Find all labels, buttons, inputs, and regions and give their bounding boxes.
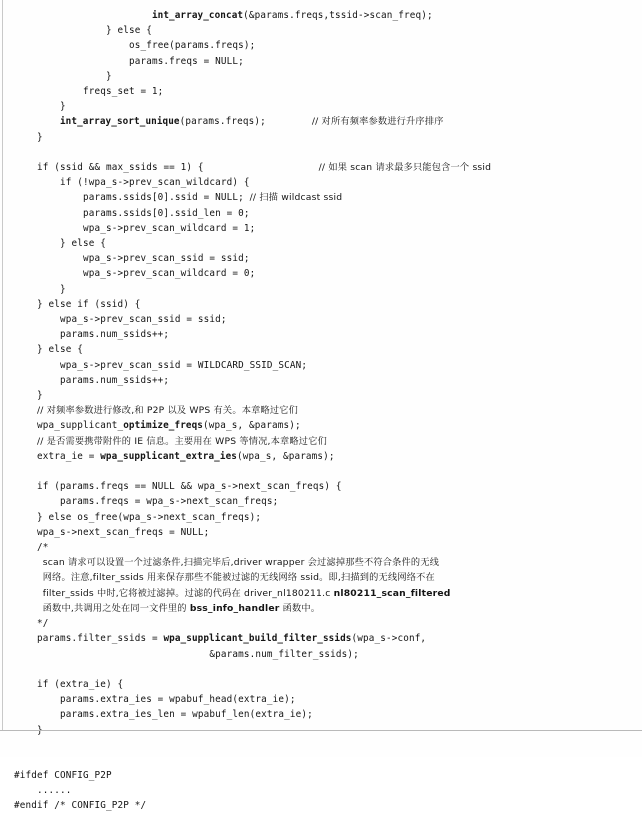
code-comment: 函数中。 [279,602,321,614]
code-comment: // 对所有频率参数进行升序排序 [311,116,444,128]
code-text: } [59,283,66,295]
code-text [266,116,312,127]
code-line [14,190,628,205]
code-line [14,418,628,433]
code-text: wpa_s->prev_scan_ssid = ssid; [59,314,227,326]
code-line [14,8,628,23]
code-indent [14,420,37,431]
code-indent [14,71,106,82]
code-line [14,130,628,145]
code-indent [14,162,37,173]
code-text: params.extra_ies_len = wpabuf_len(extra_ie); [59,709,313,721]
code-text: (wpa_s, &params); [202,420,301,432]
code-line [14,266,628,281]
code-indent [14,603,43,614]
code-indent [14,40,129,51]
code-text: extra_ie = [37,450,101,462]
code-text: params.num_ssids++; [59,374,170,386]
code-indent [14,694,60,705]
code-line [14,84,628,99]
code-line [14,403,628,418]
code-text: if (extra_ie) { [37,678,124,690]
code-line [14,327,628,342]
code-text: } [105,70,112,82]
code-comment: // 是否需要携带附件的 IE 信息。主要用在 WPS 等情况,本章略过它们 [37,435,327,447]
code-text: (params.freqs); [179,116,266,128]
code-text: ...... [37,785,72,797]
code-text: #endif /* CONFIG_P2P */ [14,800,147,812]
code-line [14,677,628,692]
code-indent [14,679,37,690]
code-indent [14,633,37,644]
code-text: wpa_s->prev_scan_ssid = ssid; [82,253,250,265]
code-indent [14,314,60,325]
code-indent [14,101,60,112]
code-indent [14,25,106,36]
code-text: } else { [105,25,152,37]
code-comment: // 如果 scan 请求最多只能包含一个 ssid [318,162,492,174]
code-indent [14,512,37,523]
code-line [14,69,628,84]
code-indent [14,56,129,67]
code-indent [14,375,60,386]
code-indent [14,10,152,21]
code-indent [14,208,83,219]
code-indent [14,481,37,492]
code-line [14,251,628,266]
code-text: */ [37,618,49,630]
code-line [14,342,628,357]
code-line [14,38,628,53]
code-line [14,525,628,540]
code-text: os_free(params.freqs); [128,40,256,52]
code-indent [14,177,60,188]
code-indent [14,709,60,720]
code-indent [14,527,37,538]
code-line [14,798,628,813]
code-line [14,236,628,251]
code-identifier: int_array_sort_unique [59,116,180,128]
code-text: params.freqs = wpa_s->next_scan_freqs; [59,496,279,508]
code-indent [14,572,43,583]
code-indent [14,785,37,796]
code-line [14,54,628,69]
code-indent [14,132,37,143]
code-line [14,373,628,388]
code-comment: scan 请求可以设置一个过滤条件,扫描完毕后,driver wrapper 会过滤掉那些不符合条件的无线 [42,557,440,569]
code-line [14,662,628,677]
code-line [14,510,628,525]
code-comment: // 扫描 wildcast ssid [249,192,343,204]
code-indent [14,329,60,340]
code-line [14,601,628,616]
code-text: } [37,131,43,143]
code-line [14,479,628,494]
code-comment: bss_info_handler [189,602,280,614]
code-text: if (!wpa_s->prev_scan_wildcard) { [59,177,250,189]
code-indent [14,451,37,462]
code-text: } else if (ssid) { [37,298,141,310]
code-line [14,768,628,783]
code-indent [14,557,43,568]
code-identifier: wpa_supplicant_build_filter_ssids [163,633,352,645]
code-indent [14,618,37,629]
code-indent [14,390,37,401]
code-text: &params.num_filter_ssids); [209,648,359,660]
code-indent [14,496,60,507]
code-line [14,23,628,38]
code-indent [14,116,60,127]
code-comment: 函数中,共调用之处在同一文件里的 [42,602,190,614]
code-indent [14,299,37,310]
code-text: if (ssid && max_ssids == 1) { [37,162,204,174]
code-line [14,206,628,221]
code-line [14,464,628,479]
code-indent [14,192,83,203]
code-indent [14,253,83,264]
page-left-rule [2,0,3,731]
code-text: wpa_s->prev_scan_wildcard = 0; [82,268,256,280]
code-line [14,738,628,753]
code-indent [14,284,60,295]
code-line [14,145,628,160]
code-line [14,221,628,236]
code-line [14,160,628,175]
code-text: params.filter_ssids = [37,633,164,645]
code-line [14,753,628,768]
code-text: #ifdef CONFIG_P2P [14,770,112,782]
code-text: (wpa_s, &params); [236,450,335,462]
code-comment: filter_ssids 中时,它将被过滤掉。过滤的代码在 driver_nl180211.c [42,587,334,599]
code-line [14,175,628,190]
code-line [14,282,628,297]
code-line [14,297,628,312]
code-text [204,162,319,173]
code-line [14,312,628,327]
code-text: /* [37,542,49,554]
code-line [14,631,628,646]
code-indent [14,405,37,416]
code-line [14,388,628,403]
code-text: wpa_s->next_scan_freqs = NULL; [37,526,210,538]
code-text: } [37,390,43,402]
code-indent [14,542,37,553]
code-text: params.ssids[0].ssid = NULL; [82,192,250,204]
code-identifier: int_array_concat [151,10,244,21]
code-comment: 网络。注意,filter_ssids 用来保存那些不能被过滤的无线网络 ssid。即,扫描到的无线网络不在 [42,572,435,584]
code-text: } [59,101,66,113]
code-line [14,99,628,114]
code-line [14,540,628,555]
code-text: } else { [59,238,106,250]
code-line [14,358,628,373]
code-line [14,616,628,631]
page-bottom-rule [0,730,642,731]
code-text: (&params.freqs,tssid->scan_freq); [243,10,433,21]
code-text: } else os_free(wpa_s->next_scan_freqs); [37,511,262,523]
code-text: } else { [37,344,83,356]
code-comment: nl80211_scan_filtered [333,587,451,599]
code-line [14,494,628,509]
code-indent [14,238,60,249]
code-identifier: optimize_freqs [123,420,203,432]
code-indent [14,649,209,660]
code-line [14,647,628,662]
code-indent [14,344,37,355]
code-text: params.freqs = NULL; [128,55,244,67]
code-identifier: wpa_supplicant_extra_ies [100,450,237,462]
code-line [14,586,628,601]
code-text: (wpa_s->conf, [351,633,427,645]
code-indent [14,436,37,447]
code-line [14,555,628,570]
code-line [14,434,628,449]
code-line [14,114,628,129]
code-indent [14,86,83,97]
code-text: } [37,724,43,736]
code-block [14,8,628,814]
code-line [14,707,628,722]
code-text: params.ssids[0].ssid_len = 0; [82,207,250,219]
code-indent [14,588,43,599]
code-comment: // 对频率参数进行修改,和 P2P 以及 WPS 有关。本章略过它们 [37,405,299,417]
code-text: freqs_set = 1; [82,86,164,98]
code-text: wpa_supplicant_ [37,420,124,432]
code-text: params.num_ssids++; [59,329,170,341]
code-line [14,692,628,707]
code-indent [14,360,60,371]
code-text: if (params.freqs == NULL && wpa_s->next_scan_freqs) { [37,481,342,493]
code-indent [14,268,83,279]
code-text: wpa_s->prev_scan_wildcard = 1; [82,222,256,234]
code-text: wpa_s->prev_scan_ssid = WILDCARD_SSID_SCAN; [59,359,308,371]
code-indent [14,223,83,234]
code-line [14,783,628,798]
code-text: params.extra_ies = wpabuf_head(extra_ie); [59,694,296,706]
code-line [14,570,628,585]
code-line [14,449,628,464]
